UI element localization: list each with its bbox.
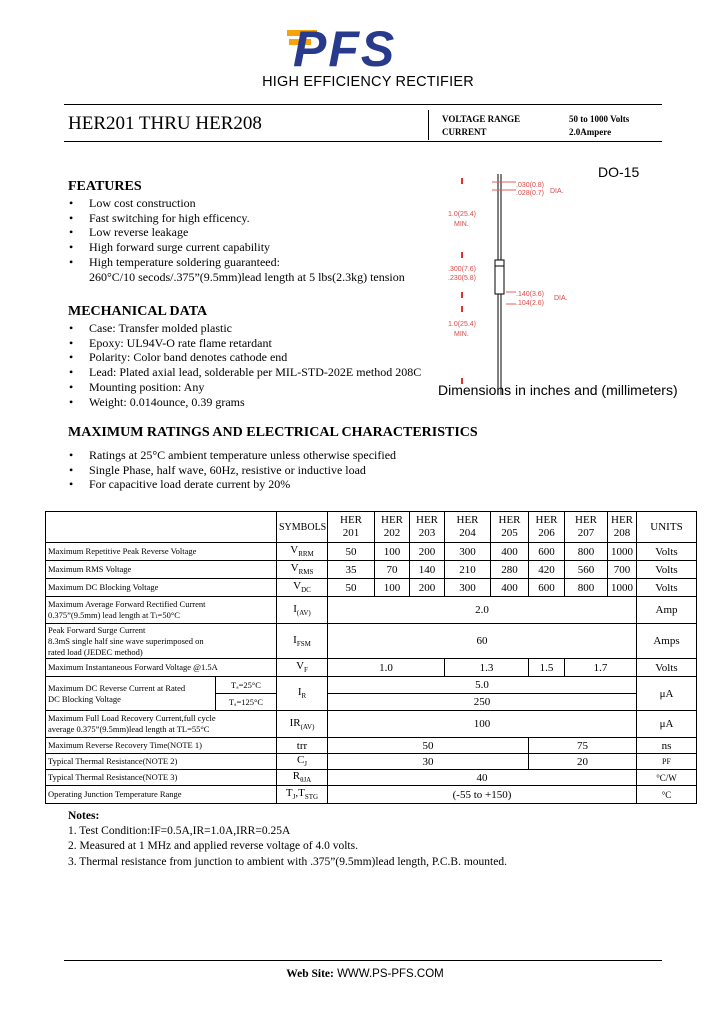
list-item: • Low reverse leakage (69, 225, 189, 240)
value-cell: 300 (445, 543, 491, 561)
param-cell: Maximum Repetitive Peak Reverse Voltage (46, 543, 277, 561)
list-item: • Polarity: Color band denotes cathode end (69, 350, 288, 365)
dim-label: DIA. (554, 295, 568, 302)
list-item: • Lead: Plated axial lead, solderable per MIL-STD-202E method 208C (69, 365, 422, 380)
param-cell: Maximum Instantaneous Forward Voltage @1.5A (46, 659, 277, 677)
value-cell: 100 (375, 579, 410, 597)
value-cell: 400 (491, 579, 529, 597)
condition-cell: Tₐ=125°C (216, 694, 277, 711)
param-cell: Operating Junction Temperature Range (46, 786, 277, 804)
table-row (46, 711, 697, 738)
table-row (46, 561, 697, 579)
spec-value: 2.0Ampere (569, 127, 612, 137)
dim-label: .030(0.8) (516, 182, 545, 189)
note-item: 3. Thermal resistance from junction to ambient with .375”(9.5mm)lead length, P.C.B. mounted. (68, 855, 507, 868)
list-item: • Ratings at 25°C ambient temperature unless otherwise specified (69, 448, 397, 462)
param-cell: Maximum DC Reverse Current at Rated DC Blocking Voltage (46, 677, 216, 711)
dim-label: 1.0(25.4) (448, 211, 477, 218)
logo-text: PFS (293, 22, 397, 72)
do15-outline-diagram (440, 160, 680, 410)
features-heading: FEATURES (68, 179, 142, 194)
value-cell: 1.0 (328, 659, 445, 677)
dim-label: .104(2.6) (516, 300, 545, 307)
model-header: HER 201 (328, 512, 375, 543)
value-cell: 20 (529, 754, 637, 770)
dim-label: 1.0(25.4) (448, 321, 477, 328)
table-row (46, 770, 697, 786)
value-cell: 600 (529, 579, 565, 597)
symbol-cell: $I_{FSM}$ (277, 624, 328, 659)
unit-cell: μA (637, 677, 697, 711)
symbols-header: SYMBOLS (277, 512, 328, 543)
value-cell: 560 (565, 561, 608, 579)
param-cell: Maximum DC Blocking Voltage (46, 579, 277, 597)
model-header: HER 205 (491, 512, 529, 543)
model-header: HER 207 (565, 512, 608, 543)
note-item: 1. Test Condition:IF=0.5A,IR=1.0A,IRR=0.25A (68, 825, 291, 838)
model-header: HER 208 (608, 512, 637, 543)
unit-cell: Volts (637, 579, 697, 597)
value-cell: 300 (445, 579, 491, 597)
symbol-cell: $V_{DC}$ (277, 579, 328, 597)
value-cell: 800 (565, 579, 608, 597)
website-label: Web Site: (286, 968, 334, 980)
symbol-cell: $I_R$ (277, 677, 328, 711)
dim-tick (461, 306, 463, 312)
footer (60, 968, 670, 980)
spec-value: 50 to 1000 Volts (569, 114, 630, 124)
footer-rule (64, 960, 662, 961)
ratings-conditions (66, 448, 396, 492)
value-cell: 1000 (608, 543, 637, 561)
features-list (66, 196, 405, 284)
symbol-cell: $V_{RMS}$ (277, 561, 328, 579)
unit-cell: μA (637, 711, 697, 738)
value-cell: (-55 to +150) (328, 786, 637, 804)
top-rule (64, 104, 662, 105)
table-row (46, 659, 697, 677)
dim-label: .300(7.6) (448, 266, 477, 273)
value-cell: 600 (529, 543, 565, 561)
param-cell: Maximum Full Load Recovery Current,full cycle average 0.375”(9.5mm)lead length at TL=55°C (46, 711, 277, 738)
model-header: HER 204 (445, 512, 491, 543)
value-cell: 60 (328, 624, 637, 659)
param-cell: Maximum Reverse Recovery Time(NOTE 1) (46, 738, 277, 754)
param-cell: Peak Forward Surge Current 8.3mS single half sine wave superimposed on rated load (JEDEC method) (46, 624, 277, 659)
value-cell: 800 (565, 543, 608, 561)
value-cell: 420 (529, 561, 565, 579)
param-cell: Typical Thermal Resistance(NOTE 2) (46, 754, 277, 770)
value-cell: 250 (328, 694, 637, 711)
value-cell: 400 (491, 543, 529, 561)
unit-cell: Volts (637, 659, 697, 677)
value-cell: 35 (328, 561, 375, 579)
notes-section (68, 809, 507, 870)
value-cell: 75 (529, 738, 637, 754)
list-item: • For capacitive load derate current by 20% (69, 477, 291, 492)
unit-cell: Amps (637, 624, 697, 659)
value-cell: 5.0 (328, 677, 637, 694)
dim-label: .140(3.6) (516, 291, 545, 298)
dim-label: .230(5.8) (448, 275, 477, 282)
symbol-cell: trr (277, 738, 328, 754)
list-item-continuation: 260°C/10 secods/.375”(9.5mm)lead length at 5 lbs(2.3kg) tension (89, 269, 405, 284)
list-item: • High forward surge current capability (69, 240, 271, 255)
unit-cell: Volts (637, 561, 697, 579)
table-row (46, 579, 697, 597)
list-item: • Single Phase, half wave, 60Hz, resistive or inductive load (69, 462, 366, 477)
dim-tick (461, 178, 463, 184)
symbol-cell: $V_F$ (277, 659, 328, 677)
value-cell: 2.0 (328, 597, 637, 624)
blank-header-cell (46, 512, 277, 543)
list-item: • Case: Transfer molded plastic (69, 321, 232, 335)
table-row (46, 738, 697, 754)
dimensions-note: Dimensions in inches and (millimeters) (438, 382, 678, 398)
value-cell: 280 (491, 561, 529, 579)
param-cell: Typical Thermal Resistance(NOTE 3) (46, 770, 277, 786)
note-item: 2. Measured at 1 MHz and applied reverse voltage of 4.0 volts. (68, 840, 358, 853)
table-row (46, 597, 697, 624)
value-cell: 40 (328, 770, 637, 786)
value-cell: 210 (445, 561, 491, 579)
ratings-table (45, 511, 697, 804)
value-cell: 30 (328, 754, 529, 770)
symbol-cell: $R_{\theta JA}$ (277, 770, 328, 786)
list-item: • Mounting position: Any (69, 379, 205, 394)
value-cell: 1.7 (565, 659, 637, 677)
dim-label: MIN. (454, 331, 469, 338)
value-cell: 1.5 (529, 659, 565, 677)
unit-cell: °C (637, 786, 697, 804)
spec-label: CURRENT (442, 127, 487, 137)
condition-cell: Tₐ=25°C (216, 677, 277, 694)
value-cell: 1000 (608, 579, 637, 597)
dim-tick (461, 252, 463, 258)
table-row (46, 677, 697, 694)
value-cell: 50 (328, 738, 529, 754)
spec-box (428, 110, 663, 140)
notes-heading: Notes: (68, 810, 100, 822)
param-cell: Maximum RMS Voltage (46, 561, 277, 579)
dim-label: DIA. (550, 188, 564, 195)
table-header-row (46, 512, 697, 543)
value-cell: 70 (375, 561, 410, 579)
ratings-heading: MAXIMUM RATINGS AND ELECTRICAL CHARACTERISTICS (68, 425, 478, 440)
title-rule (64, 141, 662, 142)
value-cell: 100 (375, 543, 410, 561)
model-header: HER 202 (375, 512, 410, 543)
table-row (46, 624, 697, 659)
value-cell: 140 (410, 561, 445, 579)
website-link[interactable]: WWW.PS-PFS.COM (337, 968, 444, 980)
model-header: HER 203 (410, 512, 445, 543)
symbol-cell: $IR_{(AV)}$ (277, 711, 328, 738)
list-item: • High temperature soldering guaranteed: (69, 254, 280, 269)
mechanical-list (66, 321, 421, 409)
dim-label: .028(0.7) (516, 190, 545, 197)
symbol-cell: $I_{(AV)}$ (277, 597, 328, 624)
pfs-logo (283, 22, 458, 72)
table-row (46, 754, 697, 770)
unit-cell: ns (637, 738, 697, 754)
list-item: • Low cost construction (69, 196, 196, 210)
diode-body (495, 260, 504, 294)
unit-cell: °C/W (637, 770, 697, 786)
document-title: HER201 THRU HER208 (68, 113, 262, 134)
list-item: • Weight: 0.014ounce, 0.39 grams (69, 394, 245, 409)
symbol-cell: $C_J$ (277, 754, 328, 770)
value-cell: 100 (328, 711, 637, 738)
list-item: • Epoxy: UL94V-O rate flame retardant (69, 335, 272, 350)
symbol-cell: $T_J,T_{STG}$ (277, 786, 328, 804)
spec-label: VOLTAGE RANGE (442, 114, 521, 124)
unit-cell: PF (637, 754, 697, 770)
dim-tick (461, 292, 463, 298)
value-cell: 700 (608, 561, 637, 579)
value-cell: 1.3 (445, 659, 529, 677)
units-header: UNITS (637, 512, 697, 543)
unit-cell: Volts (637, 543, 697, 561)
value-cell: 200 (410, 543, 445, 561)
list-item: • Fast switching for high efficency. (69, 210, 250, 225)
product-category: HIGH EFFICIENCY RECTIFIER (262, 74, 474, 90)
symbol-cell: $V_{RRM}$ (277, 543, 328, 561)
mechanical-heading: MECHANICAL DATA (68, 304, 208, 319)
package-name: DO-15 (598, 164, 640, 180)
value-cell: 50 (328, 579, 375, 597)
unit-cell: Amp (637, 597, 697, 624)
value-cell: 200 (410, 579, 445, 597)
value-cell: 50 (328, 543, 375, 561)
table-row (46, 786, 697, 804)
table-row (46, 543, 697, 561)
param-cell: Maximum Average Forward Rectified Current 0.375”(9.5mm) lead length at Tₗ=50°C (46, 597, 277, 624)
model-header: HER 206 (529, 512, 565, 543)
dim-label: MIN. (454, 221, 469, 228)
